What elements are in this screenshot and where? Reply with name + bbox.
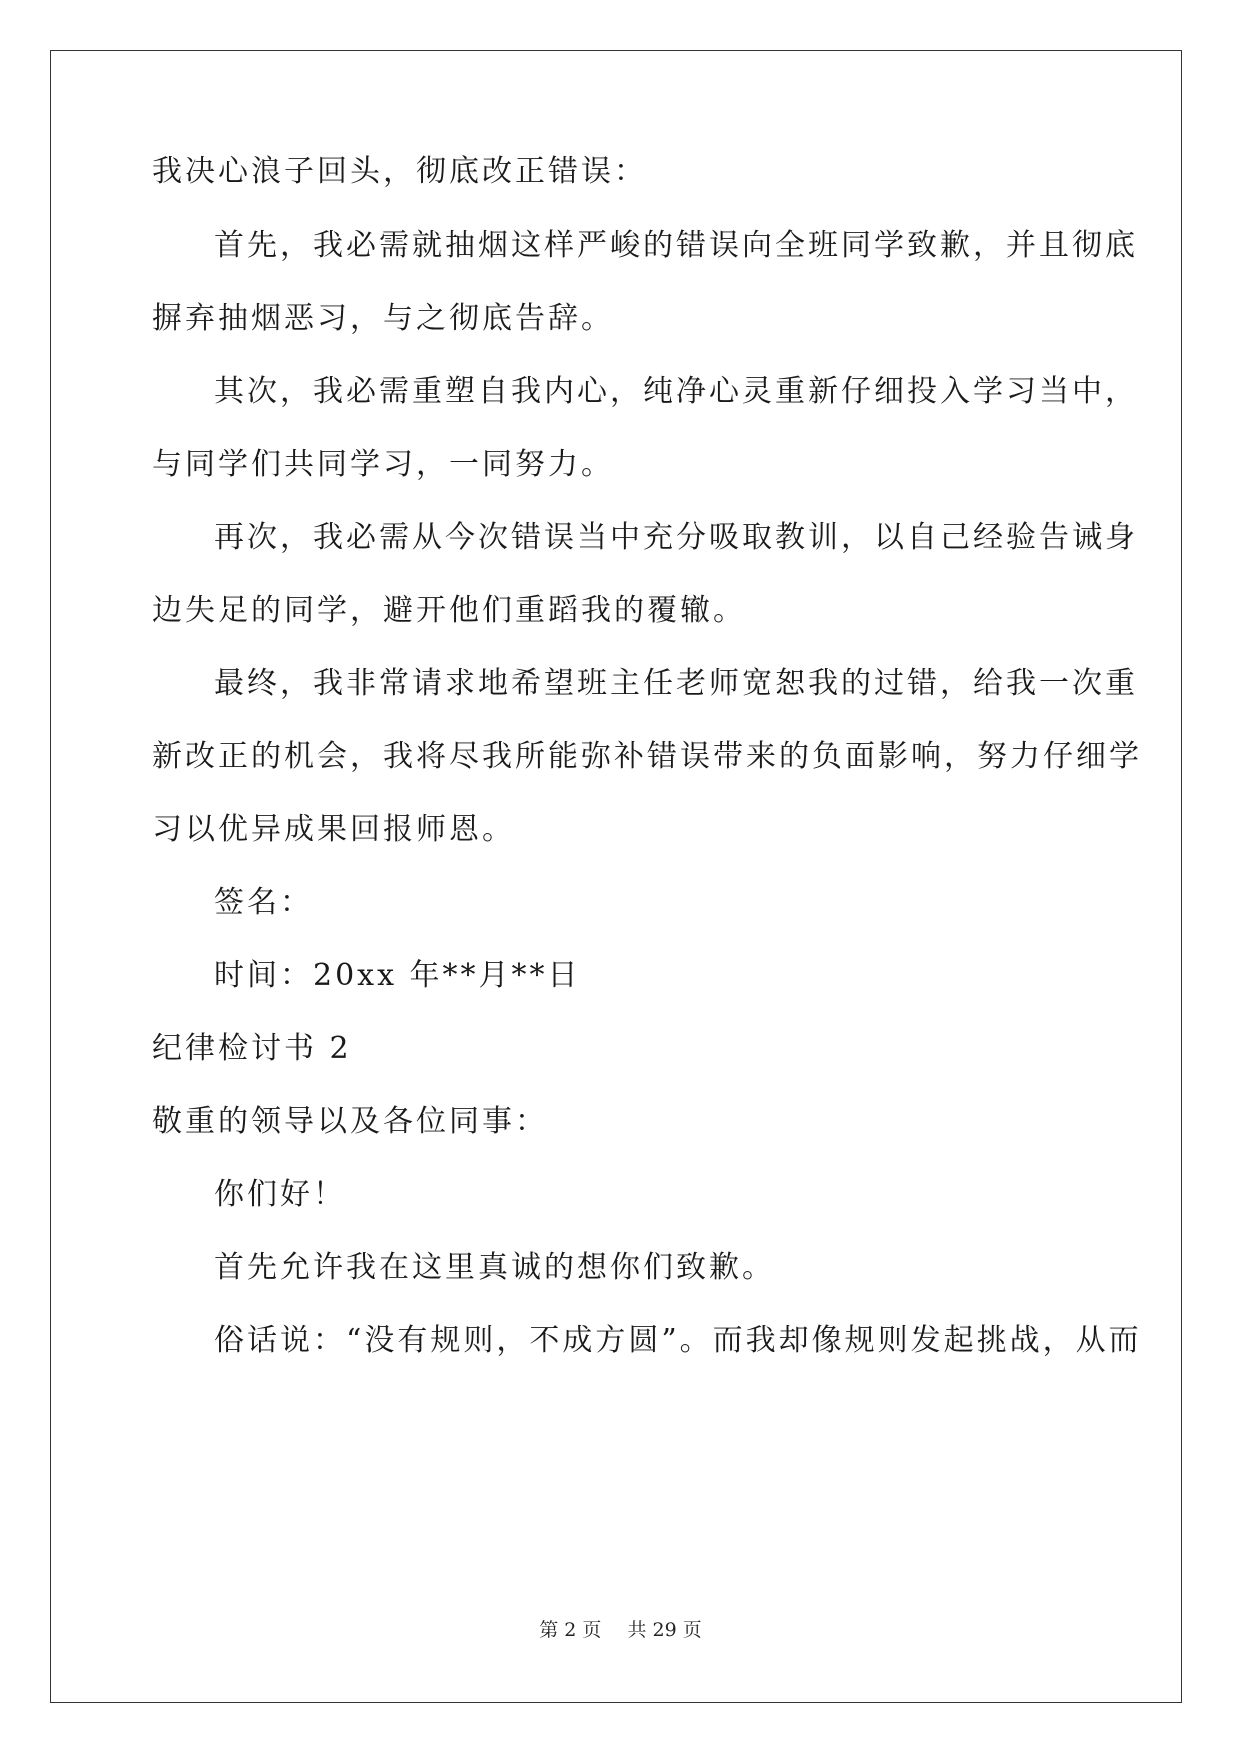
page-border	[50, 50, 1182, 1703]
page-footer	[0, 1618, 1241, 1642]
page-total: 共 29 页	[627, 1619, 702, 1641]
greeting: 你们好！	[214, 1177, 346, 1212]
paragraph-first-line: 首先允许我在这里真诚的想你们致歉。	[214, 1250, 775, 1285]
text-line: 新改正的机会，我将尽我所能弥补错误带来的负面影响，努力仔细学	[152, 739, 1142, 774]
salutation: 敬重的领导以及各位同事：	[152, 1104, 548, 1139]
paragraph-first-line: 其次，我必需重塑自我内心，纯净心灵重新仔细投入学习当中，	[214, 374, 1138, 409]
text-line: 与同学们共同学习，一同努力。	[152, 447, 614, 482]
text-line: 边失足的同学，避开他们重蹈我的覆辙。	[152, 593, 746, 628]
page-number: 第 2 页	[539, 1619, 602, 1641]
text-line: 摒弃抽烟恶习，与之彻底告辞。	[152, 301, 614, 336]
paragraph-first-line: 最终，我非常请求地希望班主任老师宽恕我的过错，给我一次重	[214, 666, 1138, 701]
signature-label: 签名：	[214, 885, 313, 920]
paragraph-first-line: 首先，我必需就抽烟这样严峻的错误向全班同学致歉，并且彻底	[214, 228, 1138, 263]
text-line: 我决心浪子回头，彻底改正错误：	[152, 154, 647, 189]
section-title: 纪律检讨书 2	[152, 1031, 352, 1066]
date-line: 时间：20xx 年**月**日	[214, 958, 581, 993]
paragraph-first-line: 再次，我必需从今次错误当中充分吸取教训，以自己经验告诫身	[214, 520, 1138, 555]
paragraph-first-line: 俗话说：“没有规则，不成方圆”。而我却像规则发起挑战，从而	[214, 1323, 1142, 1358]
text-line: 习以优异成果回报师恩。	[152, 812, 515, 847]
